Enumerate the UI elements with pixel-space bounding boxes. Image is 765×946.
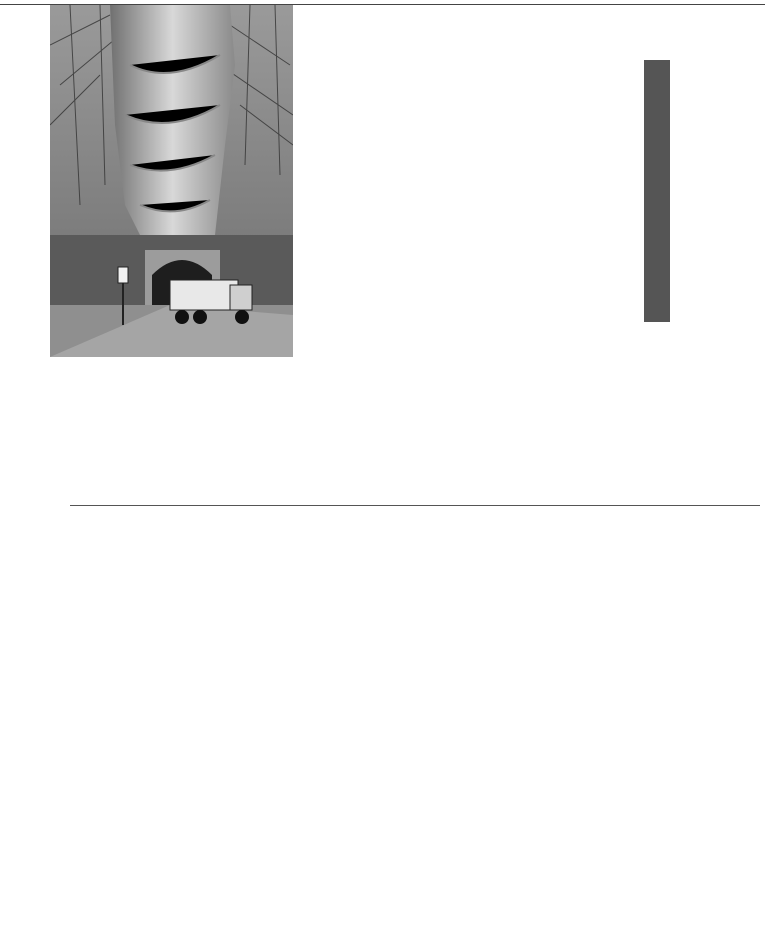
drop-cap-section: [201, 515, 233, 549]
tunnel-landslide-photo: [50, 5, 293, 357]
drop-cap: [519, 52, 561, 94]
photo-illustration: [50, 5, 293, 357]
section-divider: [70, 505, 760, 506]
series-label: [644, 60, 670, 322]
